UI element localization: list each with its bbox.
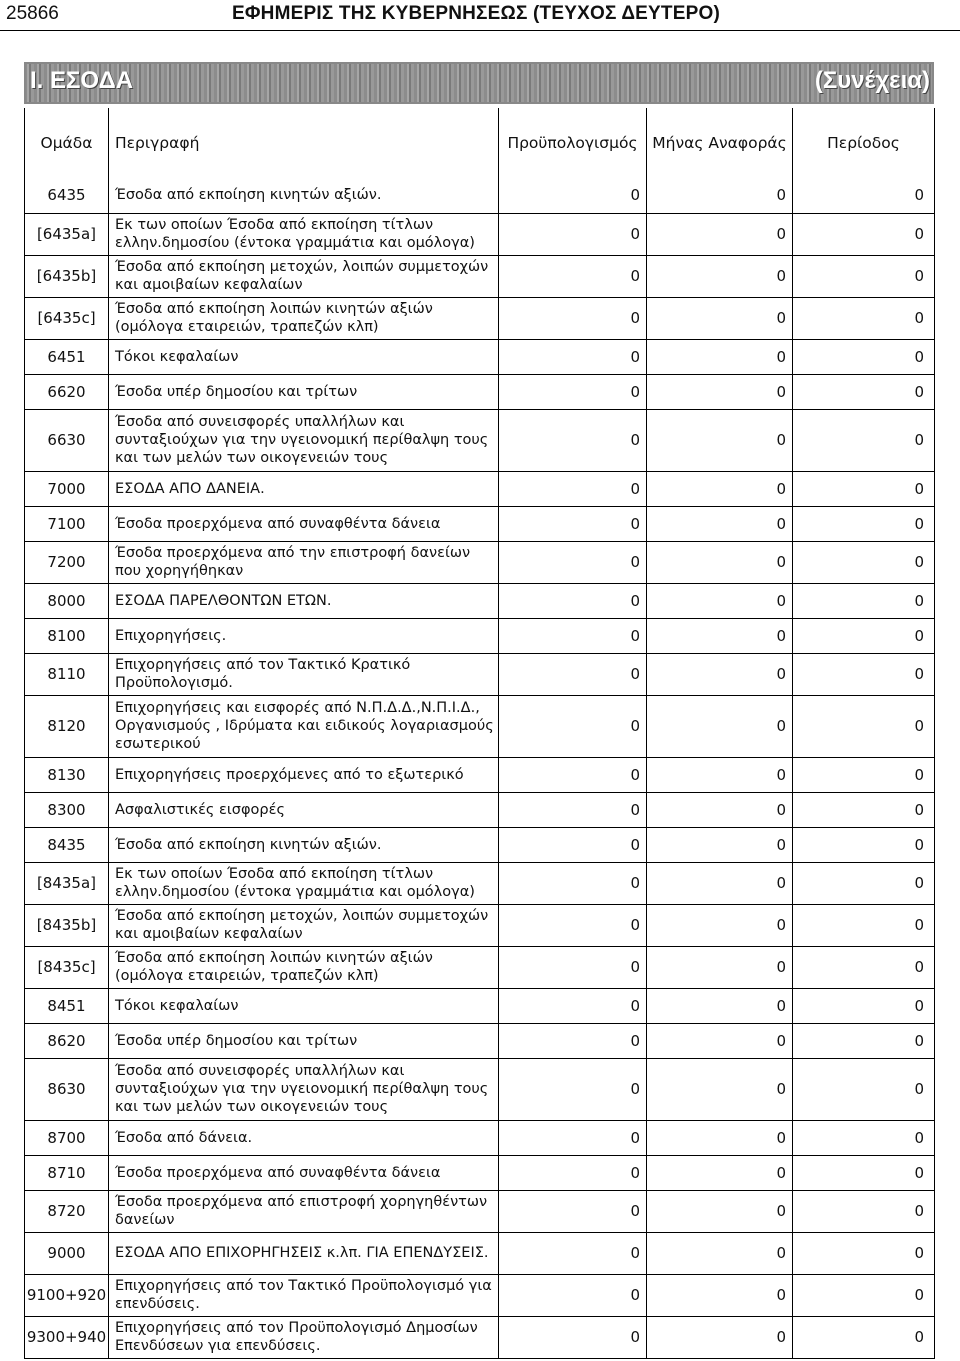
row-reference-month: 0 xyxy=(647,757,793,792)
row-budget: 0 xyxy=(499,583,647,618)
row-budget: 0 xyxy=(499,757,647,792)
row-code: 7000 xyxy=(25,471,109,506)
row-description: Έσοδα από εκποίηση λοιπών κινητών αξιών (ομόλογα εταιρειών, τραπεζών κλπ) xyxy=(109,946,499,988)
table-header-row xyxy=(25,108,935,178)
row-description: ΕΣΟΔΑ ΑΠΟ ΔΑΝΕΙΑ. xyxy=(109,471,499,506)
row-budget: 0 xyxy=(499,695,647,757)
row-period: 0 xyxy=(793,1274,935,1316)
row-description: Έσοδα από δάνεια. xyxy=(109,1120,499,1155)
table-row xyxy=(25,827,935,862)
row-period: 0 xyxy=(793,946,935,988)
row-code: 8130 xyxy=(25,757,109,792)
section-continued-label: (Συνέχεια) xyxy=(814,67,930,94)
row-description: Έσοδα υπέρ δημοσίου και τρίτων xyxy=(109,374,499,409)
row-reference-month: 0 xyxy=(647,827,793,862)
table-row xyxy=(25,695,935,757)
row-code: 6630 xyxy=(25,409,109,471)
row-period: 0 xyxy=(793,213,935,255)
row-code: 8110 xyxy=(25,653,109,695)
row-reference-month: 0 xyxy=(647,1190,793,1232)
row-code: 6451 xyxy=(25,339,109,374)
row-reference-month: 0 xyxy=(647,988,793,1023)
row-description: Ασφαλιστικές εισφορές xyxy=(109,792,499,827)
row-reference-month: 0 xyxy=(647,339,793,374)
row-budget: 0 xyxy=(499,374,647,409)
row-code: [6435a] xyxy=(25,213,109,255)
row-budget: 0 xyxy=(499,1190,647,1232)
row-period: 0 xyxy=(793,339,935,374)
row-description: Έσοδα από εκποίηση κινητών αξιών. xyxy=(109,178,499,213)
row-code: 7100 xyxy=(25,506,109,541)
row-code: 7200 xyxy=(25,541,109,583)
row-description: Έσοδα από συνεισφορές υπαλλήλων και συνταξιούχων για την υγειονομική περίθαλψη τους και των μελών των οικογενειών τους xyxy=(109,1058,499,1120)
row-budget: 0 xyxy=(499,1120,647,1155)
table-row xyxy=(25,946,935,988)
row-description: Τόκοι κεφαλαίων xyxy=(109,339,499,374)
table-body xyxy=(25,178,935,1358)
row-budget: 0 xyxy=(499,339,647,374)
row-code: 8710 xyxy=(25,1155,109,1190)
table-row xyxy=(25,792,935,827)
table-row xyxy=(25,757,935,792)
row-reference-month: 0 xyxy=(647,471,793,506)
row-budget: 0 xyxy=(499,618,647,653)
row-period: 0 xyxy=(793,297,935,339)
column-header-budget: Προϋπολογισμός xyxy=(499,108,647,178)
row-reference-month: 0 xyxy=(647,297,793,339)
row-budget: 0 xyxy=(499,297,647,339)
table-row xyxy=(25,1190,935,1232)
section-title: Ι. ΕΣΟΔΑ xyxy=(30,67,134,94)
row-description: Επιχορηγήσεις. xyxy=(109,618,499,653)
column-header-group: Ομάδα xyxy=(25,108,109,178)
table-row xyxy=(25,862,935,904)
row-code: [6435c] xyxy=(25,297,109,339)
page-number: 25866 xyxy=(6,3,59,24)
row-code: 8630 xyxy=(25,1058,109,1120)
table-row xyxy=(25,904,935,946)
row-description: Επιχορηγήσεις από τον Τακτικό Προϋπολογισμό για επενδύσεις. xyxy=(109,1274,499,1316)
table-row xyxy=(25,1058,935,1120)
row-reference-month: 0 xyxy=(647,792,793,827)
page-header xyxy=(0,0,960,31)
row-description: Εκ των οποίων Έσοδα από εκποίηση τίτλων ελλην.δημοσίου (έντοκα γραμμάτια και ομόλογα) xyxy=(109,213,499,255)
row-period: 0 xyxy=(793,904,935,946)
row-code: 9100+920 xyxy=(25,1274,109,1316)
row-budget: 0 xyxy=(499,506,647,541)
row-period: 0 xyxy=(793,827,935,862)
row-description: Επιχορηγήσεις από τον Προϋπολογισμό Δημοσίων Επενδύσεων για επενδύσεις. xyxy=(109,1316,499,1358)
table-row xyxy=(25,1120,935,1155)
row-description: Επιχορηγήσεις προερχόμενες από το εξωτερικό xyxy=(109,757,499,792)
table-row xyxy=(25,583,935,618)
row-reference-month: 0 xyxy=(647,618,793,653)
row-period: 0 xyxy=(793,1120,935,1155)
row-reference-month: 0 xyxy=(647,904,793,946)
row-budget: 0 xyxy=(499,827,647,862)
row-budget: 0 xyxy=(499,1232,647,1274)
table-row xyxy=(25,988,935,1023)
row-period: 0 xyxy=(793,988,935,1023)
row-budget: 0 xyxy=(499,653,647,695)
row-code: 8120 xyxy=(25,695,109,757)
row-reference-month: 0 xyxy=(647,409,793,471)
row-description: ΕΣΟΔΑ ΠΑΡΕΛΘΟΝΤΩΝ ΕΤΩΝ. xyxy=(109,583,499,618)
row-code: 8435 xyxy=(25,827,109,862)
row-code: [8435c] xyxy=(25,946,109,988)
journal-title: ΕΦΗΜΕΡΙΣ ΤΗΣ ΚΥΒΕΡΝΗΣΕΩΣ (ΤΕΥΧΟΣ ΔΕΥΤΕΡΟ) xyxy=(232,3,720,24)
row-description: Έσοδα από εκποίηση κινητών αξιών. xyxy=(109,827,499,862)
table-row xyxy=(25,409,935,471)
row-budget: 0 xyxy=(499,988,647,1023)
row-description: ΕΣΟΔΑ ΑΠΟ ΕΠΙΧΟΡΗΓΗΣΕΙΣ κ.λπ. ΓΙΑ ΕΠΕΝΔΥΣΕΙΣ. xyxy=(109,1232,499,1274)
row-code: 9300+940 xyxy=(25,1316,109,1358)
row-reference-month: 0 xyxy=(647,178,793,213)
table-row xyxy=(25,541,935,583)
row-budget: 0 xyxy=(499,1155,647,1190)
row-budget: 0 xyxy=(499,1058,647,1120)
table-row xyxy=(25,1023,935,1058)
column-header-period: Περίοδος xyxy=(793,108,935,178)
row-budget: 0 xyxy=(499,255,647,297)
row-period: 0 xyxy=(793,374,935,409)
row-code: 8700 xyxy=(25,1120,109,1155)
row-code: 8720 xyxy=(25,1190,109,1232)
row-description: Έσοδα από συνεισφορές υπαλλήλων και συνταξιούχων για την υγειονομική περίθαλψη τους και των μελών των οικογενειών τους xyxy=(109,409,499,471)
row-budget: 0 xyxy=(499,904,647,946)
row-description: Έσοδα προερχόμενα από την επιστροφή δανείων που χορηγήθηκαν xyxy=(109,541,499,583)
row-reference-month: 0 xyxy=(647,653,793,695)
row-description: Έσοδα από εκποίηση λοιπών κινητών αξιών (ομόλογα εταιρειών, τραπεζών κλπ) xyxy=(109,297,499,339)
row-reference-month: 0 xyxy=(647,862,793,904)
table-row xyxy=(25,297,935,339)
row-code: 8620 xyxy=(25,1023,109,1058)
row-code: [8435b] xyxy=(25,904,109,946)
table-row xyxy=(25,506,935,541)
row-period: 0 xyxy=(793,506,935,541)
row-budget: 0 xyxy=(499,471,647,506)
row-reference-month: 0 xyxy=(647,1232,793,1274)
row-reference-month: 0 xyxy=(647,1120,793,1155)
row-reference-month: 0 xyxy=(647,1316,793,1358)
row-code: 9000 xyxy=(25,1232,109,1274)
row-period: 0 xyxy=(793,583,935,618)
row-reference-month: 0 xyxy=(647,583,793,618)
row-description: Έσοδα προερχόμενα από επιστροφή χορηγηθέντων δανείων xyxy=(109,1190,499,1232)
row-period: 0 xyxy=(793,1316,935,1358)
row-reference-month: 0 xyxy=(647,1023,793,1058)
row-description: Έσοδα προερχόμενα από συναφθέντα δάνεια xyxy=(109,1155,499,1190)
row-budget: 0 xyxy=(499,409,647,471)
row-code: 6435 xyxy=(25,178,109,213)
table-row xyxy=(25,374,935,409)
table-row xyxy=(25,1155,935,1190)
table-row xyxy=(25,255,935,297)
row-reference-month: 0 xyxy=(647,1058,793,1120)
row-period: 0 xyxy=(793,653,935,695)
row-code: 8451 xyxy=(25,988,109,1023)
row-period: 0 xyxy=(793,1023,935,1058)
row-period: 0 xyxy=(793,1190,935,1232)
row-description: Έσοδα από εκποίηση μετοχών, λοιπών συμμετοχών και αμοιβαίων κεφαλαίων xyxy=(109,904,499,946)
row-description: Τόκοι κεφαλαίων xyxy=(109,988,499,1023)
row-period: 0 xyxy=(793,409,935,471)
row-period: 0 xyxy=(793,792,935,827)
row-reference-month: 0 xyxy=(647,506,793,541)
table-row xyxy=(25,1316,935,1358)
row-description: Επιχορηγήσεις και εισφορές από Ν.Π.Δ.Δ.,Ν.Π.Ι.Δ., Οργανισμούς , Ιδρύματα και ειδικούς λογαριασμούς εσωτερικού xyxy=(109,695,499,757)
row-period: 0 xyxy=(793,618,935,653)
row-period: 0 xyxy=(793,541,935,583)
row-reference-month: 0 xyxy=(647,946,793,988)
row-budget: 0 xyxy=(499,946,647,988)
section-banner xyxy=(24,62,934,104)
row-period: 0 xyxy=(793,695,935,757)
table-row xyxy=(25,653,935,695)
table-row xyxy=(25,213,935,255)
column-header-description: Περιγραφή xyxy=(109,108,499,178)
row-period: 0 xyxy=(793,1232,935,1274)
row-code: 8300 xyxy=(25,792,109,827)
row-period: 0 xyxy=(793,255,935,297)
row-period: 0 xyxy=(793,1058,935,1120)
revenue-table xyxy=(24,108,935,1359)
row-description: Έσοδα από εκποίηση μετοχών, λοιπών συμμετοχών και αμοιβαίων κεφαλαίων xyxy=(109,255,499,297)
row-period: 0 xyxy=(793,178,935,213)
row-reference-month: 0 xyxy=(647,213,793,255)
row-reference-month: 0 xyxy=(647,695,793,757)
row-budget: 0 xyxy=(499,541,647,583)
row-code: 8000 xyxy=(25,583,109,618)
row-code: [6435b] xyxy=(25,255,109,297)
row-period: 0 xyxy=(793,471,935,506)
table-row xyxy=(25,1274,935,1316)
row-reference-month: 0 xyxy=(647,541,793,583)
row-description: Έσοδα υπέρ δημοσίου και τρίτων xyxy=(109,1023,499,1058)
row-budget: 0 xyxy=(499,1274,647,1316)
row-code: 8100 xyxy=(25,618,109,653)
table-row xyxy=(25,339,935,374)
table-row xyxy=(25,178,935,213)
row-budget: 0 xyxy=(499,792,647,827)
column-header-reference-month: Μήνας Αναφοράς xyxy=(647,108,793,178)
row-period: 0 xyxy=(793,862,935,904)
row-period: 0 xyxy=(793,757,935,792)
row-code: 6620 xyxy=(25,374,109,409)
row-code: [8435a] xyxy=(25,862,109,904)
row-budget: 0 xyxy=(499,178,647,213)
table-row xyxy=(25,471,935,506)
row-budget: 0 xyxy=(499,862,647,904)
row-reference-month: 0 xyxy=(647,1274,793,1316)
row-budget: 0 xyxy=(499,1316,647,1358)
row-reference-month: 0 xyxy=(647,1155,793,1190)
row-budget: 0 xyxy=(499,1023,647,1058)
row-reference-month: 0 xyxy=(647,374,793,409)
row-period: 0 xyxy=(793,1155,935,1190)
row-budget: 0 xyxy=(499,213,647,255)
row-reference-month: 0 xyxy=(647,255,793,297)
table-row xyxy=(25,1232,935,1274)
table-row xyxy=(25,618,935,653)
row-description: Επιχορηγήσεις από τον Τακτικό Κρατικό Προϋπολογισμό. xyxy=(109,653,499,695)
row-description: Εκ των οποίων Έσοδα από εκποίηση τίτλων ελλην.δημοσίου (έντοκα γραμμάτια και ομόλογα) xyxy=(109,862,499,904)
row-description: Έσοδα προερχόμενα από συναφθέντα δάνεια xyxy=(109,506,499,541)
